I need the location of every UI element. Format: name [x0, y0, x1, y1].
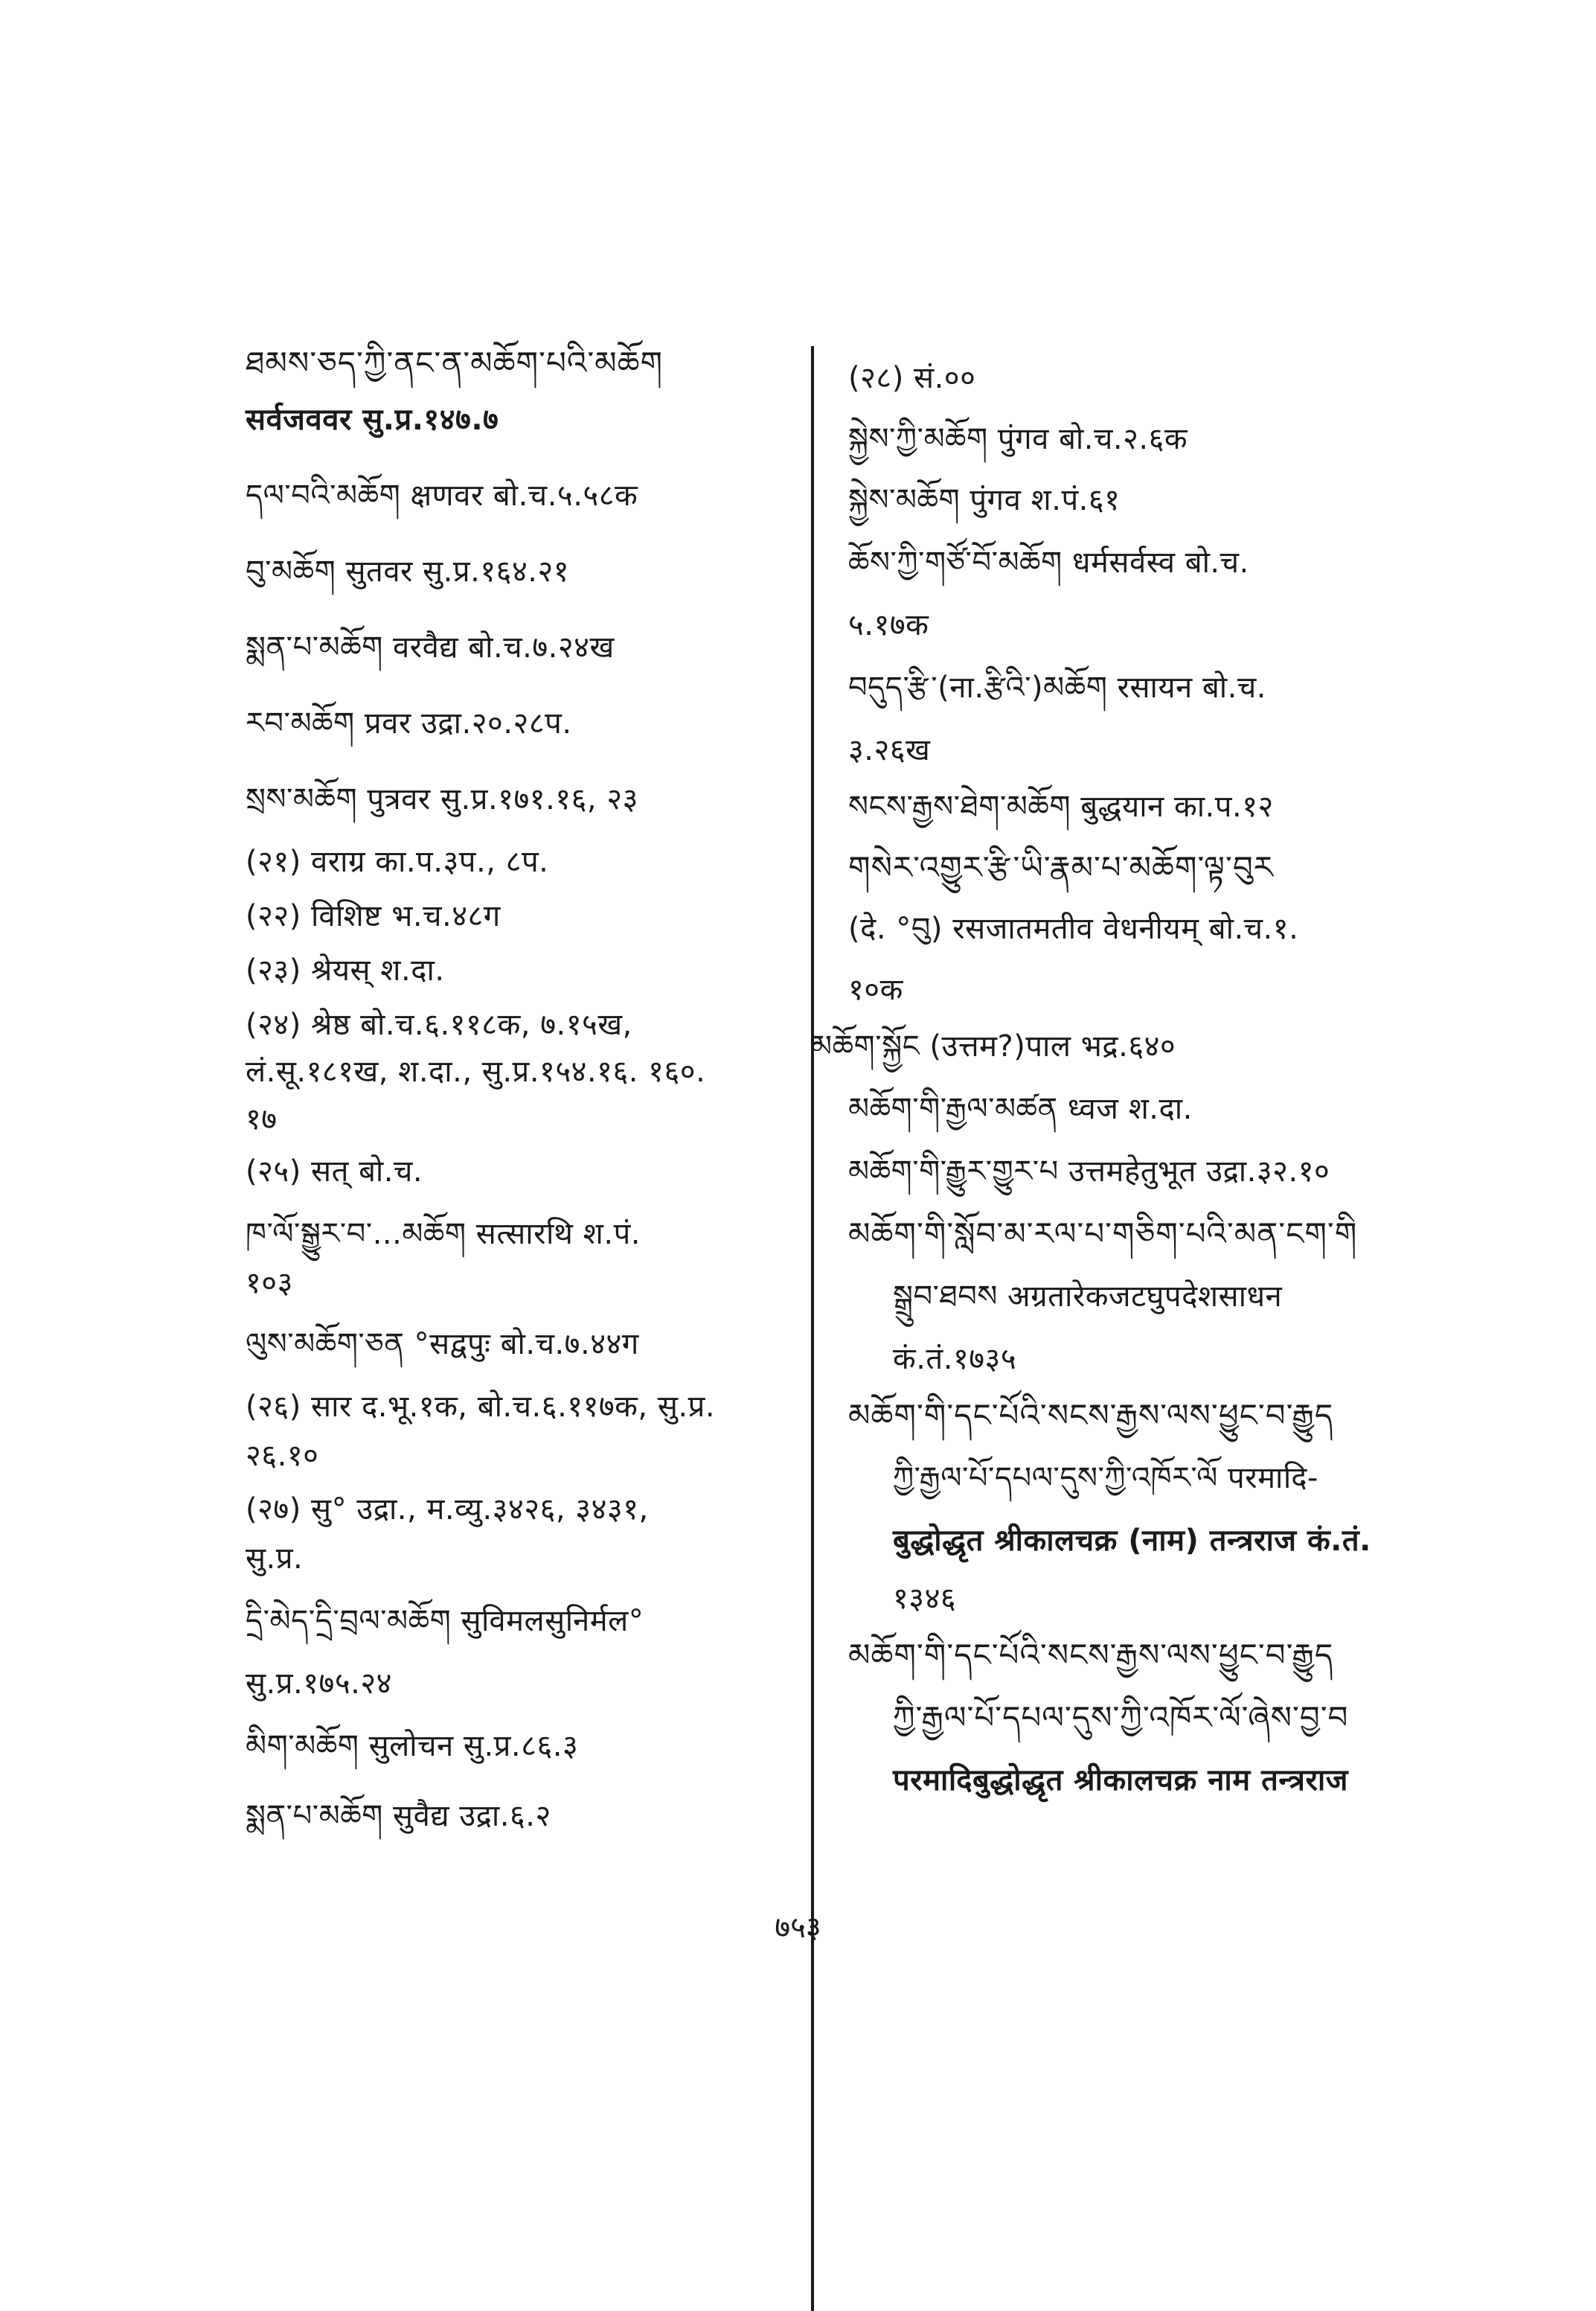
entry-line: बुद्धोद्धृत श्रीकालचक्र (नाम) तन्त्रराज कं.तं. — [893, 1524, 1371, 1558]
entry-line: གསེར་འགྱུར་རྩི་ཡི་རྣམ་པ་མཆོག་ལྟ་བུར — [848, 849, 1274, 886]
entry-line: མཆོག་གི་རྒྱུར་གྱུར་པ उत्तमहेतुभूत उद्रा.३२.१० — [848, 1154, 1330, 1189]
entry-line: (२८) सं.०० — [848, 361, 976, 395]
entry-line: སྨན་པ་མཆོག सुवैद्य उद्रा.६.२ — [246, 1799, 551, 1833]
entry-line: སྒྲུབ་ཐབས अग्रतारेकजटघुपदेशसाधन — [893, 1279, 1283, 1314]
entry-line: མཆོག་གི་སློབ་མ་རལ་པ་གཅིག་པའི་མན་ངག་གི — [848, 1215, 1358, 1252]
entry-line: लं.सू.१८१ख, श.दा., सु.प्र.१५४.१६. १६०. — [246, 1055, 706, 1089]
entry-line: (२२) विशिष्ट भ.च.४८ग — [246, 899, 501, 933]
entry-line: སྐྱེས་ཀྱི་མཆོག पुंगव बो.च.२.६क — [848, 422, 1188, 456]
entry-line: ཆོས་ཀྱི་གཙོ་བོ་མཆོག धर्मसर्वस्व बो.च. — [848, 546, 1249, 580]
entry-line: २६.१० — [246, 1439, 319, 1473]
entry-line: (२३) श्रेयस् श.दा. — [246, 953, 445, 988]
column-divider — [811, 346, 814, 2311]
entry-line: སྐྱེས་མཆོག पुंगव श.पं.६१ — [848, 483, 1121, 517]
entry-line: १०क — [848, 973, 903, 1007]
entry-line: परमादिबुद्धोद्धृत श्रीकालचक्र नाम तन्त्रराज — [893, 1763, 1348, 1797]
entry-line: མཆོག་སྐྱོང (उत्तम?)पाल भद्र.६४० — [811, 1029, 1176, 1064]
entry-line: ཁ་ལོ་སྒྱུར་བ་...མཆོག सत्सारथि श.पं. — [246, 1217, 641, 1251]
entry-line: སངས་རྒྱས་ཐེག་མཆོག बुद्धयान का.प.१२ — [848, 790, 1274, 824]
entry-line: (२१) वराग्र का.प.३प., ८प. — [246, 845, 549, 879]
entry-line: དྲི་མེད་དྲི་བྲལ་མཆོག सुविमलसुनिर्मल° — [246, 1604, 644, 1638]
entry-line: མཆོག་གི་དང་པོའི་སངས་རྒྱས་ལས་ཕྱུང་བ་རྒྱུད — [848, 1397, 1334, 1433]
entry-line: (२५) सत् बो.च. — [246, 1154, 423, 1189]
entry-line: (२७) सु° उद्रा., म.व्यु.३४२६, ३४३१, — [246, 1492, 649, 1527]
entry-line: सु.प्र.१७५.२४ — [246, 1666, 392, 1701]
entry-line: १०३ — [246, 1266, 293, 1300]
entry-line: སྲས་མཆོག पुत्रवर सु.प्र.१७१.१६, २३ — [246, 782, 638, 816]
entry-line: ལུས་མཆོག་ཅན °सद्वपुः बो.च.७.४४ग — [246, 1327, 639, 1361]
entry-line: कं.तं.१७३५ — [893, 1342, 1017, 1376]
entry-line: བུ་མཆོག सुतवर सु.प्र.१६४.२१ — [246, 554, 570, 589]
entry-line: ཀྱི་རྒྱལ་པོ་དཔལ་དུས་ཀྱི་འཁོར་ལོ་ཞེས་བྱ་བ — [893, 1699, 1349, 1736]
entry-line: सु.प्र. — [246, 1541, 304, 1576]
entry-line: १३४६ — [893, 1582, 957, 1616]
entry-line: ཐམས་ཅད་ཀྱི་ནང་ན་མཆོག་པའི་མཆོག — [246, 345, 664, 381]
entry-line: མིག་མཆོག सुलोचन सु.प्र.८६.३ — [246, 1729, 579, 1763]
entry-line: དལ་བའི་མཆོག क्षणवर बो.च.५.५८क — [246, 479, 638, 513]
entry-line: སྨན་པ་མཆོག वरवैद्य बो.च.७.२४ख — [246, 630, 615, 665]
entry-line: ३.२६ख — [848, 733, 931, 767]
entry-line: མཆོག་གི་རྒྱལ་མཚན ध्वज श.दा. — [848, 1092, 1193, 1126]
entry-line: བདུད་རྩི་(ना.རྩིའི་)མཆོག रसायन बो.च. — [848, 671, 1266, 705]
entry-line: सर्वजववर सु.प्र.१४७.७ — [246, 403, 499, 437]
entry-line: (दे. °བུ) रसजातमतीव वेधनीयम् बो.च.१. — [848, 912, 1299, 946]
entry-line: ५.१७क — [848, 608, 929, 642]
page-number: ७५३ — [775, 1911, 821, 1945]
entry-line: རབ་མཆོག प्रवर उद्रा.२०.२८प. — [246, 706, 572, 741]
entry-line: (२६) सार द.भू.१क, बो.च.६.११७क, सु.प्र. — [246, 1390, 716, 1424]
entry-line: १७ — [246, 1102, 278, 1137]
entry-line: ཀྱི་རྒྱལ་པོ་དཔལ་དུས་ཀྱི་འཁོར་ལོ परमादि- — [893, 1461, 1318, 1495]
entry-line: (२४) श्रेष्ठ बो.च.६.११८क, ७.१५ख, — [246, 1008, 632, 1042]
entry-line: མཆོག་གི་དང་པོའི་སངས་རྒྱས་ལས་ཕྱུང་བ་རྒྱུད — [848, 1637, 1334, 1673]
